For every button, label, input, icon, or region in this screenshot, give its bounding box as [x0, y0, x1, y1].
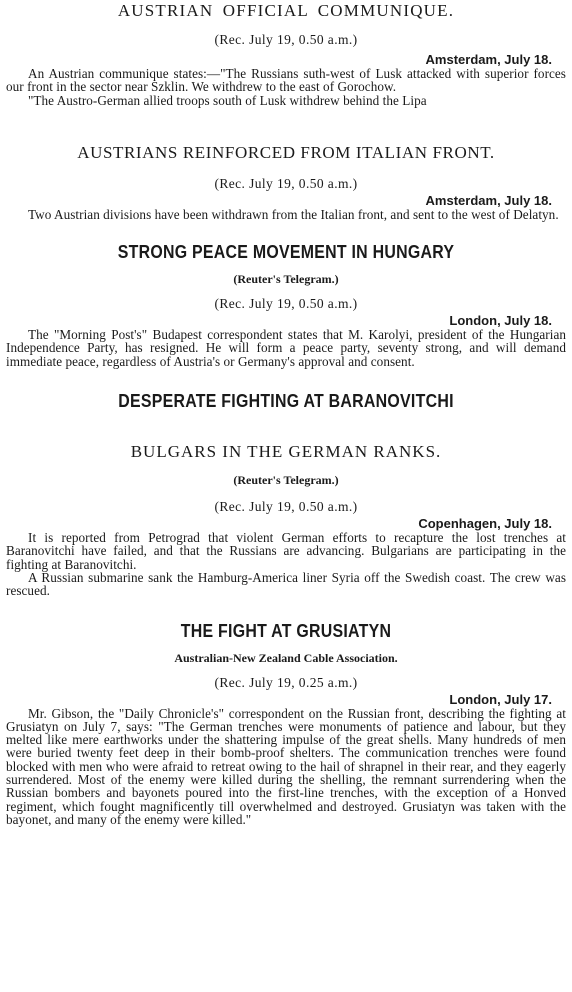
article-body: [6, 208, 566, 221]
received-time: (Rec. July 19, 0.50 a.m.): [214, 296, 358, 312]
dateline: Copenhagen, July 18.: [418, 516, 552, 532]
received-time: (Rec. July 19, 0.50 a.m.): [214, 32, 358, 47]
paragraph: Mr. Gibson, the "Daily Chronicle's" correspondent on the Russian front, describing the fighting at Grusiatyn on July 7, says: "The German trenches were monuments of patience and labour, but they melted like mere earthworks under the shattering impulse of the great shells. Many hundreds of men were buried twenty feet deep in their bomb-proof shelters. The communication trenches were found blocked with men who were afraid to retreat owing to the hail of shrapnel in their rear, and they eagerly surrendered. Most of the enemy were killed during the shelling, the remnant surrendering when the Russian bombers and bayonets poured into the first-line trenches, with the exception of a Honved regiment, which fought magnificently till overwhelmed and destroyed. Grusiatyn was taken with the bayonet, and many of the enemy were killed.": [6, 705, 566, 827]
paragraph: An Austrian communique states:—"The Russians suth-west of Lusk attacked with superior forces our front in the sector near Szklin. We withdrew to the east of Gorochow.: [6, 66, 566, 95]
dateline: Amsterdam, July 18.: [425, 192, 552, 208]
paragraph: Two Austrian divisions have been withdrawn from the Italian front, and sent to the west of Delatyn.: [28, 206, 559, 222]
headline: DESPERATE FIGHTING AT BARANOVITCHI: [118, 390, 454, 412]
received-time: (Rec. July 19, 0.25 a.m.): [214, 674, 358, 690]
paragraph: A Russian submarine sank the Hamburg-America liner Syria off the Swedish coast. The crew was rescued.: [6, 569, 566, 599]
article-austrians-reinforced: [6, 143, 566, 221]
article-fight-at-grusiatyn: [6, 620, 566, 827]
article-body: [6, 707, 566, 827]
subheadline: BULGARS IN THE GERMAN RANKS.: [130, 442, 442, 462]
article-body: [6, 531, 566, 597]
headline: THE FIGHT AT GRUSIATYN: [180, 619, 392, 641]
received-time: (Rec. July 19, 0.50 a.m.): [214, 499, 358, 515]
dateline: London, July 18.: [449, 313, 552, 329]
headline: AUSTRIANS REINFORCED FROM ITALIAN FRONT.: [77, 142, 495, 162]
headline: STRONG PEACE MOVEMENT IN HUNGARY: [117, 241, 455, 263]
paragraph: The "Morning Post's" Budapest correspondent states that M. Karolyi, president of the Hungarian Independence Party, has resigned. He will form a peace party, seventy strong, and will demand immediate peace, regardless of Austria's or Germany's approval and consent.: [6, 327, 566, 369]
article-body: [6, 328, 566, 368]
agency-credit: Australian-New Zealand Cable Association.: [174, 650, 398, 665]
dateline: London, July 17.: [449, 691, 552, 707]
paragraph: "The Austro-German allied troops south of Lusk withdrew behind the Lipa: [28, 92, 427, 108]
agency-credit: (Reuter's Telegram.): [233, 473, 339, 488]
received-time: (Rec. July 19, 0.50 a.m.): [214, 175, 358, 191]
article-austrian-communique: [6, 0, 566, 107]
article-body: [6, 67, 566, 107]
article-baranovitchi: [6, 390, 566, 597]
article-peace-movement-hungary: [6, 241, 566, 368]
paragraph: It is reported from Petrograd that violent German efforts to recapture the lost trenches at Baranovitchi have failed, and that the Russians are advancing. Bulgarians are participating in the fighting at Baranovitchi.: [6, 530, 566, 572]
headline: AUSTRIAN OFFICIAL COMMUNIQUE.: [117, 1, 455, 20]
dateline: Amsterdam, July 18.: [425, 52, 552, 67]
agency-credit: (Reuter's Telegram.): [233, 272, 339, 287]
